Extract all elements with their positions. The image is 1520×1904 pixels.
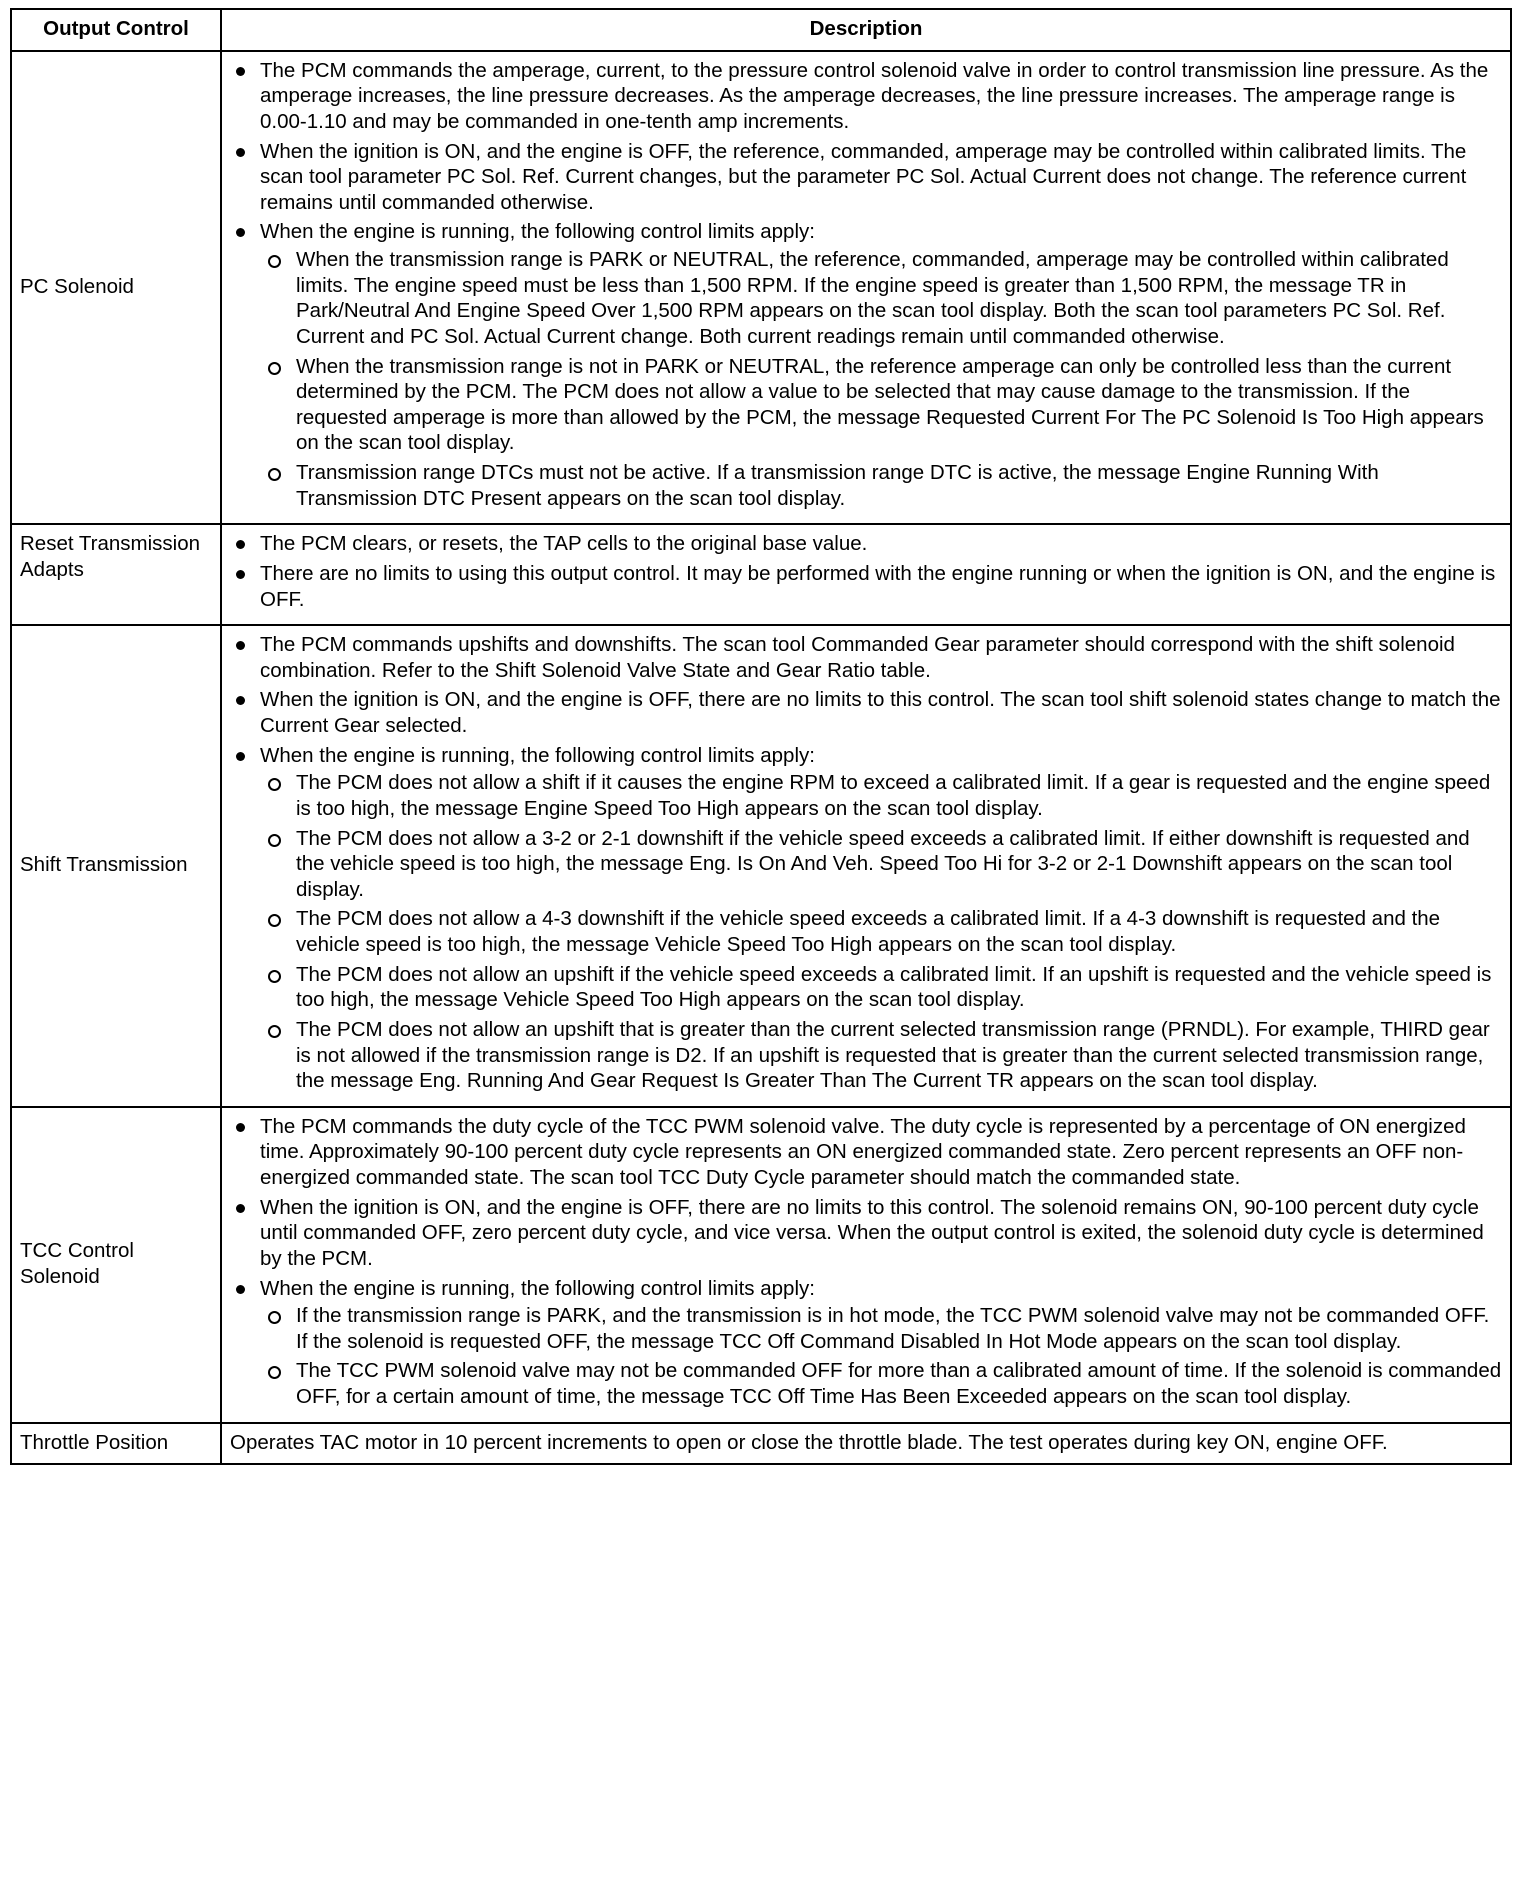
sub-list-item bbox=[260, 1358, 1502, 1409]
sub-bullet-list bbox=[260, 247, 1502, 511]
row-description-pc-solenoid bbox=[221, 51, 1511, 525]
list-item bbox=[230, 632, 1502, 683]
bullet-list bbox=[230, 531, 1502, 612]
sub-list-item bbox=[260, 962, 1502, 1013]
sub-list-item bbox=[260, 826, 1502, 903]
sub-bullet-text: The PCM does not allow a 4-3 downshift if the vehicle speed exceeds a calibrated limit. If a 4-3 downshift is requested and the vehicle speed is too high, the message Vehicle Speed Too High appears on the scan tool display. bbox=[296, 907, 1441, 956]
bullet-text: When the ignition is ON, and the engine is OFF, there are no limits to this control. The scan tool shift solenoid states change to match the Current Gear selected. bbox=[260, 688, 1501, 737]
bullet-text: When the engine is running, the following control limits apply: bbox=[260, 1276, 815, 1300]
list-item bbox=[230, 219, 1502, 511]
bullet-text: When the engine is running, the following control limits apply: bbox=[260, 743, 815, 767]
sub-bullet-text: The PCM does not allow an upshift if the vehicle speed exceeds a calibrated limit. If an upshift is requested and the vehicle speed is too high, the message Vehicle Speed Too High appears on the scan tool display. bbox=[296, 962, 1492, 1012]
row-label-tcc-control-solenoid: TCC Control Solenoid bbox=[11, 1107, 221, 1423]
bullet-text: When the engine is running, the following control limits apply: bbox=[260, 220, 815, 244]
bullet-text: When the ignition is ON, and the engine is OFF, the reference, commanded, amperage may be controlled within calibrated limits. The scan tool parameter PC Sol. Ref. Current changes, but the parameter PC Sol. Actual Current does not change. The reference current remains until commanded otherwise. bbox=[260, 139, 1467, 214]
sub-list-item bbox=[260, 460, 1502, 511]
bullet-text: When the ignition is ON, and the engine is OFF, there are no limits to this control. The solenoid remains ON, 90-100 percent duty cycle until commanded OFF, zero percent duty cycle, and vice versa. When the output control is exited, the solenoid duty cycle is determined by the PCM. bbox=[260, 1195, 1484, 1270]
row-description-reset-transmission-adapts bbox=[221, 524, 1511, 625]
sub-bullet-text: If the transmission range is PARK, and the transmission is in hot mode, the TCC PWM solenoid valve may not be commanded OFF. If the solenoid is requested OFF, the message TCC Off Command Disabled In Hot Mode appears on the scan tool display. bbox=[296, 1304, 1490, 1353]
sub-list-item bbox=[260, 1017, 1502, 1094]
row-description-tcc-control-solenoid bbox=[221, 1107, 1511, 1423]
sub-list-item bbox=[260, 906, 1502, 957]
column-header-output-control: Output Control bbox=[11, 9, 221, 51]
bullet-text: The PCM clears, or resets, the TAP cells to the original base value. bbox=[260, 532, 868, 556]
table-row bbox=[11, 51, 1511, 525]
row-description-shift-transmission bbox=[221, 625, 1511, 1107]
sub-bullet-text: The PCM does not allow a shift if it causes the engine RPM to exceed a calibrated limit. If a gear is requested and the engine speed is too high, the message Engine Speed Too High appears on the scan tool display. bbox=[296, 771, 1491, 820]
sub-bullet-text: When the transmission range is not in PARK or NEUTRAL, the reference amperage can only be controlled less than the current determined by the PCM. The PCM does not allow a value to be selected that may cause damage to the transmission. If the requested amperage is more than allowed by the PCM, the message Requested Current For The PC Solenoid Is Too High appears on the scan tool display. bbox=[296, 354, 1484, 455]
sub-bullet-text: The TCC PWM solenoid valve may not be commanded OFF for more than a calibrated amount of time. If the solenoid is commanded OFF, for a certain amount of time, the message TCC Off Time Has Been Exceeded appears on the scan tool display. bbox=[296, 1359, 1502, 1408]
row-label-reset-transmission-adapts: Reset Transmission Adapts bbox=[11, 524, 221, 625]
sub-bullet-list bbox=[260, 770, 1502, 1094]
output-control-table bbox=[10, 8, 1512, 1465]
list-item bbox=[230, 1195, 1502, 1272]
list-item bbox=[230, 687, 1502, 738]
sub-bullet-text: The PCM does not allow a 3-2 or 2-1 downshift if the vehicle speed exceeds a calibrated limit. If either downshift is requested and the vehicle speed is too high, the message Eng. Is On And Veh. Speed Too Hi for 3-2 or 2-1 Downshift appears on the scan tool display. bbox=[296, 826, 1470, 901]
sub-list-item bbox=[260, 247, 1502, 350]
row-label-pc-solenoid: PC Solenoid bbox=[11, 51, 221, 525]
list-item bbox=[230, 743, 1502, 1094]
sub-list-item bbox=[260, 354, 1502, 457]
list-item bbox=[230, 1114, 1502, 1191]
table-row bbox=[11, 524, 1511, 625]
bullet-list bbox=[230, 1114, 1502, 1410]
sub-bullet-list bbox=[260, 1303, 1502, 1410]
table-row bbox=[11, 1423, 1511, 1465]
table-row bbox=[11, 1107, 1511, 1423]
table-row bbox=[11, 625, 1511, 1107]
sub-list-item bbox=[260, 770, 1502, 821]
bullet-text: The PCM commands the duty cycle of the TCC PWM solenoid valve. The duty cycle is represented by a percentage of ON energized time. Approximately 90-100 percent duty cycle represents an ON energized commanded state. Zero percent represents an OFF non-energized commanded state. The scan tool TCC Duty Cycle parameter should match the commanded state. bbox=[260, 1114, 1466, 1189]
list-item bbox=[230, 139, 1502, 216]
row-description-throttle-position bbox=[221, 1423, 1511, 1465]
sub-bullet-text: Transmission range DTCs must not be active. If a transmission range DTC is active, the message Engine Running With Transmission DTC Present appears on the scan tool display. bbox=[296, 461, 1379, 510]
column-header-description: Description bbox=[221, 9, 1511, 51]
sub-bullet-text: When the transmission range is PARK or NEUTRAL, the reference, commanded, amperage may be controlled within calibrated limits. The engine speed must be less than 1,500 RPM. If the engine speed is greater than 1,500 RPM, the message TR in Park/Neutral And Engine Speed Over 1,500 RPM appears on the scan tool display. Both the scan tool parameters PC Sol. Ref. Current and PC Sol. Actual Current change. Both current readings remain until commanded otherwise. bbox=[296, 248, 1449, 348]
list-item bbox=[230, 531, 1502, 557]
bullet-list bbox=[230, 632, 1502, 1094]
sub-bullet-text: The PCM does not allow an upshift that is greater than the current selected transmission range (PRNDL). For example, THIRD gear is not allowed if the transmission range is D2. If an upshift is requested that is greater than the current selected transmission range, the message Eng. Running And Gear Request Is Greater Than The Current TR appears on the scan tool display. bbox=[296, 1017, 1490, 1093]
list-item bbox=[230, 58, 1502, 135]
list-item bbox=[230, 561, 1502, 612]
sub-list-item bbox=[260, 1303, 1502, 1354]
bullet-text: The PCM commands upshifts and downshifts. The scan tool Commanded Gear parameter should correspond with the shift solenoid combination. Refer to the Shift Solenoid Valve State and Gear Ratio table. bbox=[260, 633, 1455, 682]
bullet-list bbox=[230, 58, 1502, 512]
row-label-shift-transmission: Shift Transmission bbox=[11, 625, 221, 1107]
bullet-text: The PCM commands the amperage, current, to the pressure control solenoid valve in order to control transmission line pressure. As the amperage increases, the line pressure decreases. As the amperage decreases, the line pressure increases. The amperage range is 0.00-1.10 and may be commanded in one-tenth amp increments. bbox=[260, 58, 1489, 133]
table-header-row bbox=[11, 9, 1511, 51]
row-label-throttle-position: Throttle Position bbox=[11, 1423, 221, 1465]
list-item bbox=[230, 1276, 1502, 1410]
bullet-text: There are no limits to using this output control. It may be performed with the engine running or when the ignition is ON, and the engine is OFF. bbox=[260, 561, 1496, 611]
description-text: Operates TAC motor in 10 percent increments to open or close the throttle blade. The test operates during key ON, engine OFF. bbox=[230, 1430, 1388, 1454]
